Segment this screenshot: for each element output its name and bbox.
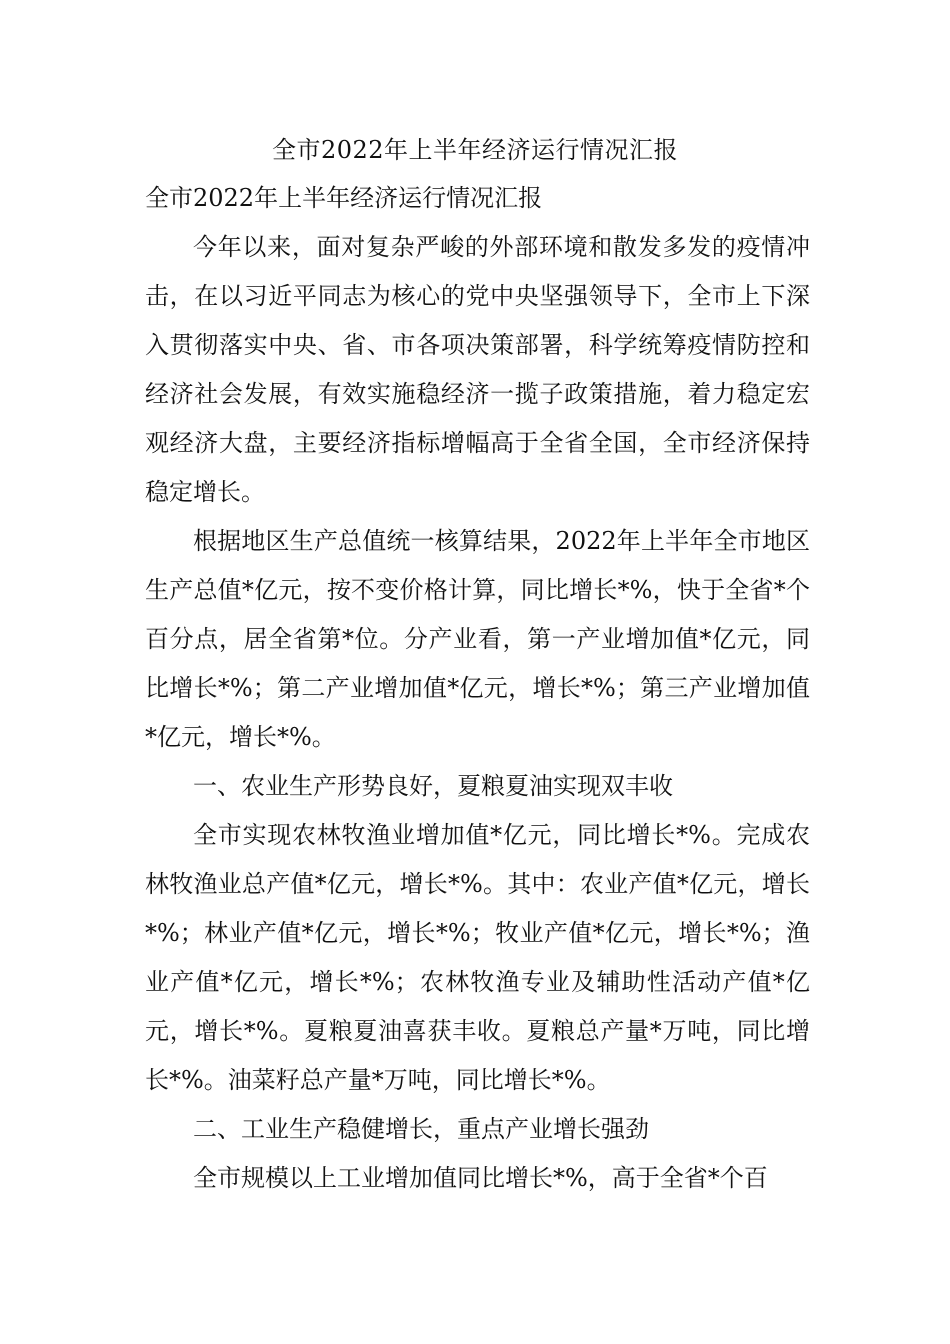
section-heading-industry: 二、工业生产稳健增长，重点产业增长强劲 (193, 1115, 649, 1143)
paragraph-gdp: 根据地区生产总值统一核算结果，2022年上半年全市地区生产总值*亿元，按不变价格计算，同比增长*%，快于全省*个百分点，居全省第*位。分产业看，第一产业增加值*亿元，同比增长*%；第二产业增加值*亿元，增长*%；第三产业增加值*亿元，增长*%。 (145, 527, 810, 751)
document-title: 全市2022年上半年经济运行情况汇报 (271, 136, 679, 164)
document-subtitle: 全市2022年上半年经济运行情况汇报 (145, 184, 543, 212)
paragraph-industry: 全市规模以上工业增加值同比增长*%，高于全省*个百 (193, 1164, 768, 1192)
paragraph-agriculture: 全市实现农林牧渔业增加值*亿元，同比增长*%。完成农林牧渔业总产值*亿元，增长*%。其中：农业产值*亿元，增长*%；林业产值*亿元，增长*%；牧业产值*亿元，增长*%；渔业产值*亿元，增长*%；农林牧渔专业及辅助性活动产值*亿元，增长*%。夏粮夏油喜获丰收。夏粮总产量*万吨，同比增长*%。油菜籽总产量*万吨，同比增长*%。 (145, 821, 810, 1094)
section-heading-agriculture: 一、农业生产形势良好，夏粮夏油实现双丰收 (193, 772, 673, 800)
document-body (145, 174, 810, 1203)
paragraph-intro: 今年以来，面对复杂严峻的外部环境和散发多发的疫情冲击，在以习近平同志为核心的党中央坚强领导下，全市上下深入贯彻落实中央、省、市各项决策部署，科学统筹疫情防控和经济社会发展，有效实施稳经济一揽子政策措施，着力稳定宏观经济大盘，主要经济指标增幅高于全省全国，全市经济保持稳定增长。 (145, 233, 810, 506)
